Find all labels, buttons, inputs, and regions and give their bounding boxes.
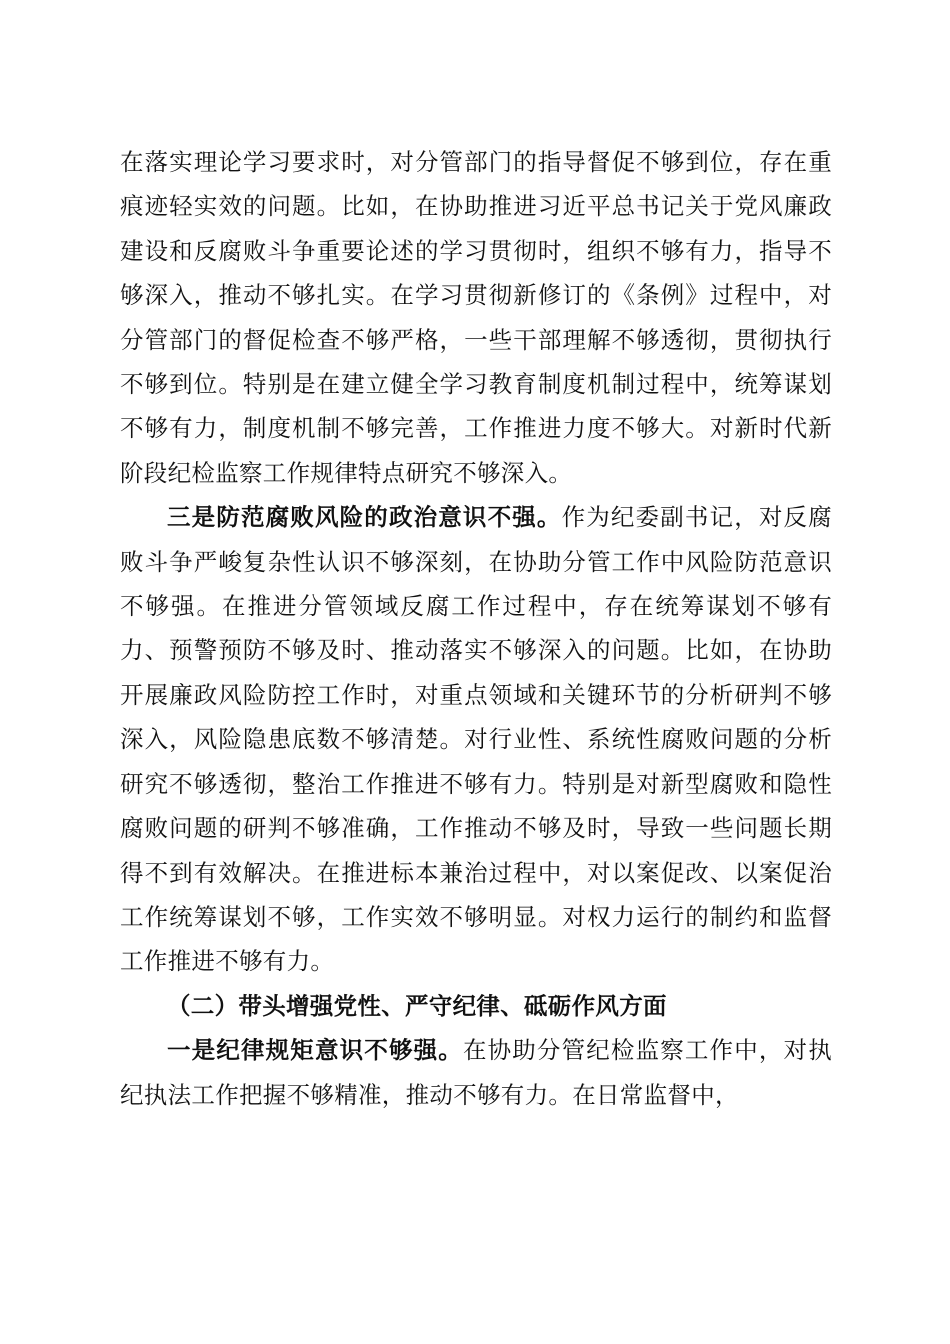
- paragraph-discipline-awareness: [120, 1028, 832, 1117]
- document-body: [120, 140, 832, 1117]
- paragraph-continuation: [120, 140, 832, 495]
- paragraph-lead: 一是纪律规矩意识不够强。: [167, 1036, 463, 1065]
- paragraph-lead: 三是防范腐败风险的政治意识不强。: [167, 503, 562, 532]
- paragraph-text: 在协助分管纪检监察工作中，对执纪执法工作把握不够精准，推动不够有力。在日常监督中，: [120, 1036, 832, 1109]
- section-heading: （二）带头增强党性、严守纪律、砥砺作风方面: [167, 991, 667, 1020]
- paragraph-text: 作为纪委副书记，对反腐败斗争严峻复杂性认识不够深刻，在协助分管工作中风险防范意识不够强。在推进分管领域反腐工作过程中，存在统筹谋划不够有力、预警预防不够及时、推动落实不够深入的问题。比如，在协助开展廉政风险防控工作时，对重点领域和关键环节的分析研判不够深入，风险隐患底数不够清楚。对行业性、系统性腐败问题的分析研究不够透彻，整治工作推进不够有力。特别是对新型腐败和隐性腐败问题的研判不够准确，工作推动不够及时，导致一些问题长期得不到有效解决。在推进标本兼治过程中，对以案促改、以案促治工作统筹谋划不够，工作实效不够明显。对权力运行的制约和监督工作推进不够有力。: [120, 503, 832, 976]
- paragraph-text: 在落实理论学习要求时，对分管部门的指导督促不够到位，存在重痕迹轻实效的问题。比如，在协助推进习近平总书记关于党风廉政建设和反腐败斗争重要论述的学习贯彻时，组织不够有力，指导不够深入，推动不够扎实。在学习贯彻新修订的《条例》过程中，对分管部门的督促检查不够严格，一些干部理解不够透彻，贯彻执行不够到位。特别是在建立健全学习教育制度机制过程中，统筹谋划不够有力，制度机制不够完善，工作推进力度不够大。对新时代新阶段纪检监察工作规律特点研究不够深入。: [120, 148, 832, 487]
- paragraph-political-awareness: [120, 495, 832, 983]
